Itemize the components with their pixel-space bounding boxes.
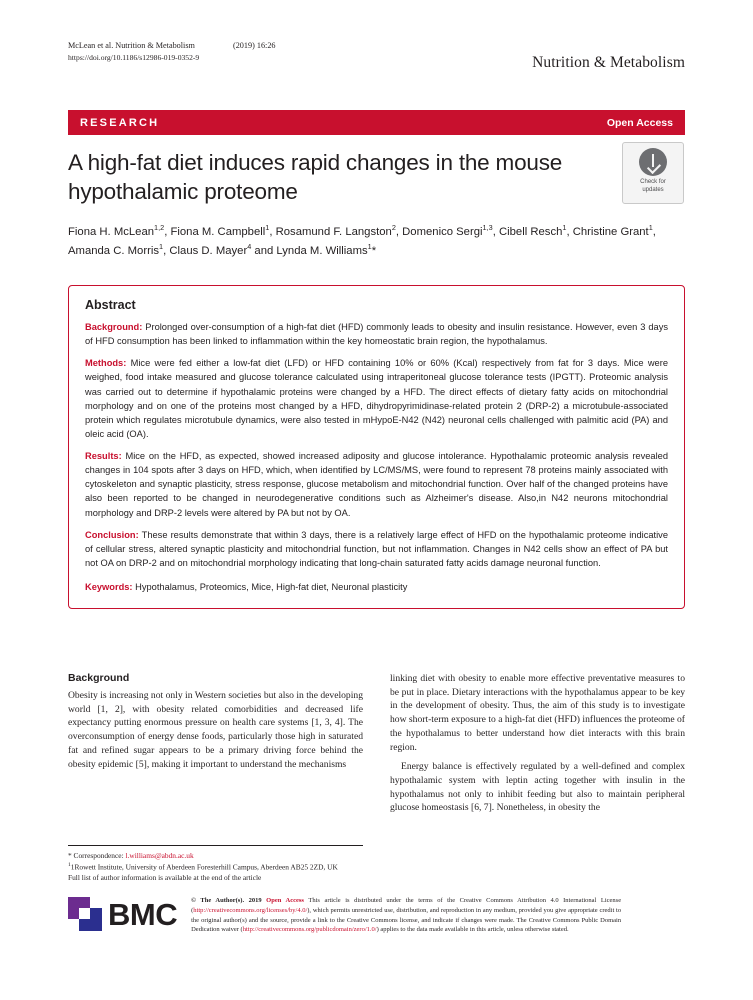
journal-citation-text: McLean et al. Nutrition & Metabolism <box>68 41 195 50</box>
abstract-background <box>85 320 668 348</box>
license-text-3: ) applies to the data made available in this article, unless otherwise stated. <box>376 926 569 934</box>
license-link-2[interactable]: http://creativecommons.org/publicdomain/zero/1.0/ <box>242 926 377 934</box>
correspondence-label: * Correspondence: <box>68 851 124 860</box>
title-block <box>68 148 616 206</box>
abstract-methods-label: Methods: <box>85 358 127 369</box>
abstract-conclusion-text: These results demonstrate that within 3 days, there is a relatively large effect of HFD on the hypothalamic proteome indicative of cellular stress, altered synaptic plasticity and mitochondrial function, but not inflammation. Changes in N42 cells show an effect of PA but not OA on DRP-2 and on mitochondrial morphology indicating that long-chain saturated fatty acids damage neuronal function. <box>85 529 668 568</box>
abstract-section <box>68 285 685 609</box>
open-access-label: Open Access <box>606 116 673 129</box>
bmc-logo-icon <box>68 897 102 931</box>
full-author-list-note: Full list of author information is available at the end of the article <box>68 872 262 882</box>
abstract-heading: Abstract <box>85 298 136 312</box>
abstract-results <box>85 449 668 520</box>
license-open-access: Open Access <box>266 897 304 904</box>
body-paragraph: linking diet with obesity to enable more effective preventative measures to be put in place. Dietary interactions with the hypothalamus appear to be key in the development of obesity. Thus, the aim of this study is to investigate how short-term exposure to a high-fat diet (HFD) influences the proteome of the hypothalamus to better understand how diet interacts with this brain region. <box>390 673 685 753</box>
body-paragraph: Obesity is increasing not only in Western societies but also in the developing world [1, 2], with obesity related comorbidities and decreased life expectancy putting enormous pressure on health care systems [1, 3, 4]. The overconsumption of energy dense foods, particularly those high in saturated fat and refined sugar appears to be a primary driving force behind the obesity epidemic [5], making it important to understand the mechanisms <box>68 690 363 770</box>
journal-title: Nutrition & Metabolism <box>532 54 685 71</box>
page-title: A high-fat diet induces rapid changes in the mouse hypothalamic proteome <box>68 150 563 205</box>
running-head-citation-block <box>68 40 276 63</box>
abstract-conclusion-label: Conclusion: <box>85 529 139 540</box>
license-text <box>191 893 621 935</box>
license-text-1: This article is distributed under the terms of the Creative Commons Attribution 4.0 International License ( <box>191 897 622 914</box>
license-text-2: ), which permits unrestricted use, distribution, and reproduction in any medium, provided you give appropriate credit to the original author(s) and the source, provide a link to the Creative Commons license, and indicate if changes were made. The Creative Commons Public Domain Dedication waiver ( <box>191 906 622 934</box>
affiliation-text: 1Rowett Institute, University of Aberdeen Foresterhill Campus, Aberdeen AB25 2ZD, UK <box>70 861 338 871</box>
keywords-text: Hypothalamus, Proteomics, Mice, High-fat diet, Neuronal plasticity <box>132 582 408 592</box>
body-columns <box>68 672 685 821</box>
license-copyright: © The Author(s). 2019 <box>191 897 267 904</box>
doi-link[interactable]: https://doi.org/10.1186/s12986-019-0352-9 <box>68 52 200 62</box>
keywords-label: Keywords: <box>85 582 133 592</box>
running-head-citation <box>68 40 276 52</box>
abstract-background-label: Background: <box>85 322 143 332</box>
crossmark-badge[interactable] <box>622 142 684 204</box>
crossmark-text <box>640 179 666 194</box>
abstract-background-text: Prolonged over-consumption of a high-fat diet (HFD) commonly leads to obesity and insulin resistance. However, even 3 days of HFD consumption has been linked to inflammation within the key homeostatic brain region, the hypothalamus. <box>85 322 668 347</box>
bmc-wordmark: BMC <box>108 896 178 932</box>
article-type-label: RESEARCH <box>80 116 160 129</box>
section-heading-background: Background <box>68 672 130 684</box>
author-list <box>68 222 668 261</box>
affiliation-line <box>68 862 363 873</box>
crossmark-check-icon <box>639 148 667 176</box>
article-type-banner <box>68 110 685 135</box>
author-list-text: Fiona H. McLean$^{1,2}$, Fiona M. Campbell$^1$, Rosamund F. Langston$^2$, Domenico Sergi$^{1,3}$, Cibell Resch$^1$, Christine Grant$^1$, Amanda C. Morris$^1$, Claus D. Mayer$^4$ and Lynda M. Williams$^1$* <box>68 223 656 258</box>
abstract-conclusion <box>85 528 668 570</box>
license-link-1[interactable]: http://creativecommons.org/licenses/by/4.0/ <box>193 906 308 914</box>
body-paragraph: Energy balance is effectively regulated by a well-defined and complex hypothalamic system with leptin acting together with insulin in the hypothalamus not only to inhibit feeding but also to maintain peripheral glucose homeostasis [6, 7]. Nonetheless, in obesity the <box>390 761 685 814</box>
correspondence-line <box>68 851 363 862</box>
publisher-footer <box>68 893 685 935</box>
abstract-methods-text: Mice were fed either a low-fat diet (LFD) or HFD containing 10% or 60% (Kcal) respectively from fat for 3 days. Mice were weighed, food intake measured and glucose tolerance calculated using intraperitoneal glucose tolerance tests (IPGTT). Proteomic analysis was carried out to determine if hypothalamic proteins were changed by a HFD. The direct effects of dietary fatty acids on mitochondrial morphology and on one of the proteins most changed by a HFD, dihydropyrimidinase-related protein 2 (DRP-2) a microtubule-associated protein which regulates microtubule dynamics, were also tested in mHypoE-N42 (N42) neuronal cells challenged with palmitic acid (PA) and oleic acid (OA). <box>85 358 668 439</box>
abstract-results-label: Results: <box>85 451 122 461</box>
footnote-block <box>68 845 363 883</box>
affiliation-marker: 1 <box>68 861 71 868</box>
abstract-results-text: Mice on the HFD, as expected, showed increased adiposity and glucose intolerance. Hypothalamic proteomic analysis revealed changes in 104 spots after 3 days on HFD, which, when identified by LC/MS/MS, were found to represent 78 proteins mainly associated with cytoskeleton and synaptic plasticity, stress response, glucose metabolism and mitochondrial function. Over half of the changed proteins have also been reported to be changed in neurodegenerative conditions such as Alzheimer's disease. Also,in N42 neurons mitochondrial morphology and DRP-2 levels were altered by PA but not by OA. <box>85 451 668 518</box>
crossmark-line2: updates <box>642 186 664 193</box>
journal-citation-year: (2019) 16:26 <box>232 41 276 50</box>
crossmark-line1: Check for <box>640 179 666 185</box>
abstract-keywords <box>85 580 668 594</box>
body-column-right <box>390 672 685 821</box>
body-column-left <box>68 672 363 821</box>
bmc-logo <box>68 893 177 931</box>
running-head <box>68 40 685 72</box>
abstract-methods <box>85 356 668 441</box>
correspondence-email-link[interactable]: l.williams@abdn.ac.uk <box>123 851 194 860</box>
